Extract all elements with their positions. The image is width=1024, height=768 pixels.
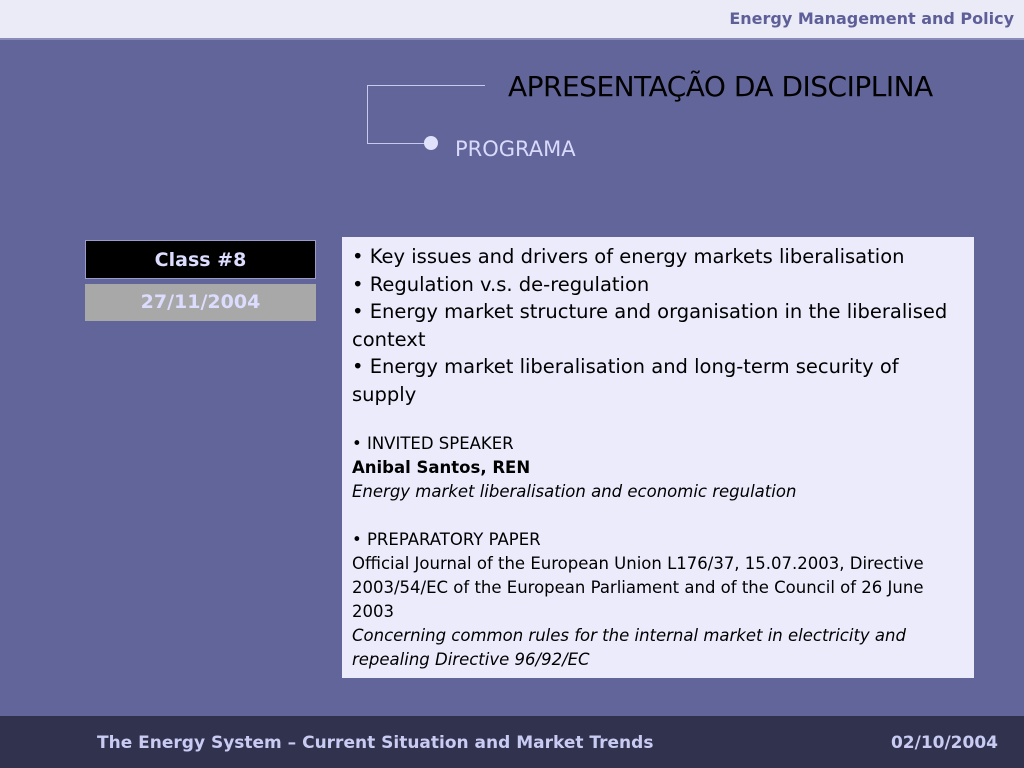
topic-item: • Regulation v.s. de-regulation [352,272,650,296]
spacer [352,504,964,528]
slide-subtitle: PROGRAMA [455,137,576,161]
footer-bar [0,716,1024,768]
header-bar [0,0,1024,40]
invited-speaker-heading: • INVITED SPEAKER [352,434,514,453]
connector-line-bottom [367,143,427,144]
footer-title: The Energy System – Current Situation and Market Trends [97,733,654,753]
slide-title: APRESENTAÇÃO DA DISCIPLINA [508,70,933,103]
preparatory-paper-title: Concerning common rules for the internal market in electricity and repealing Directive 96/92/EC [352,626,906,669]
topic-item: • Energy market liberalisation and long-term security of supply [352,355,899,406]
invited-speaker-name: Anibal Santos, REN [352,458,531,477]
spacer [352,408,964,432]
content-panel [342,237,974,678]
footer-date: 02/10/2004 [890,733,998,753]
invited-speaker-talk: Energy market liberalisation and economic regulation [352,482,797,501]
class-label: Class #8 [85,240,316,279]
connector-line-top [367,85,485,86]
connector-line-left [367,85,368,144]
preparatory-paper-heading: • PREPARATORY PAPER [352,530,541,549]
topic-item: • Key issues and drivers of energy markets liberalisation [352,245,905,268]
bullet-dot-icon [424,136,438,150]
preparatory-paper-reference: Official Journal of the European Union L176/37, 15.07.2003, Directive 2003/54/EC of the European Parliament and of the Council of 26 June 2003 [352,554,924,621]
class-date: 27/11/2004 [85,284,316,321]
course-title: Energy Management and Policy [729,9,1014,28]
topic-item: • Energy market structure and organisation in the liberalised context [352,300,948,351]
